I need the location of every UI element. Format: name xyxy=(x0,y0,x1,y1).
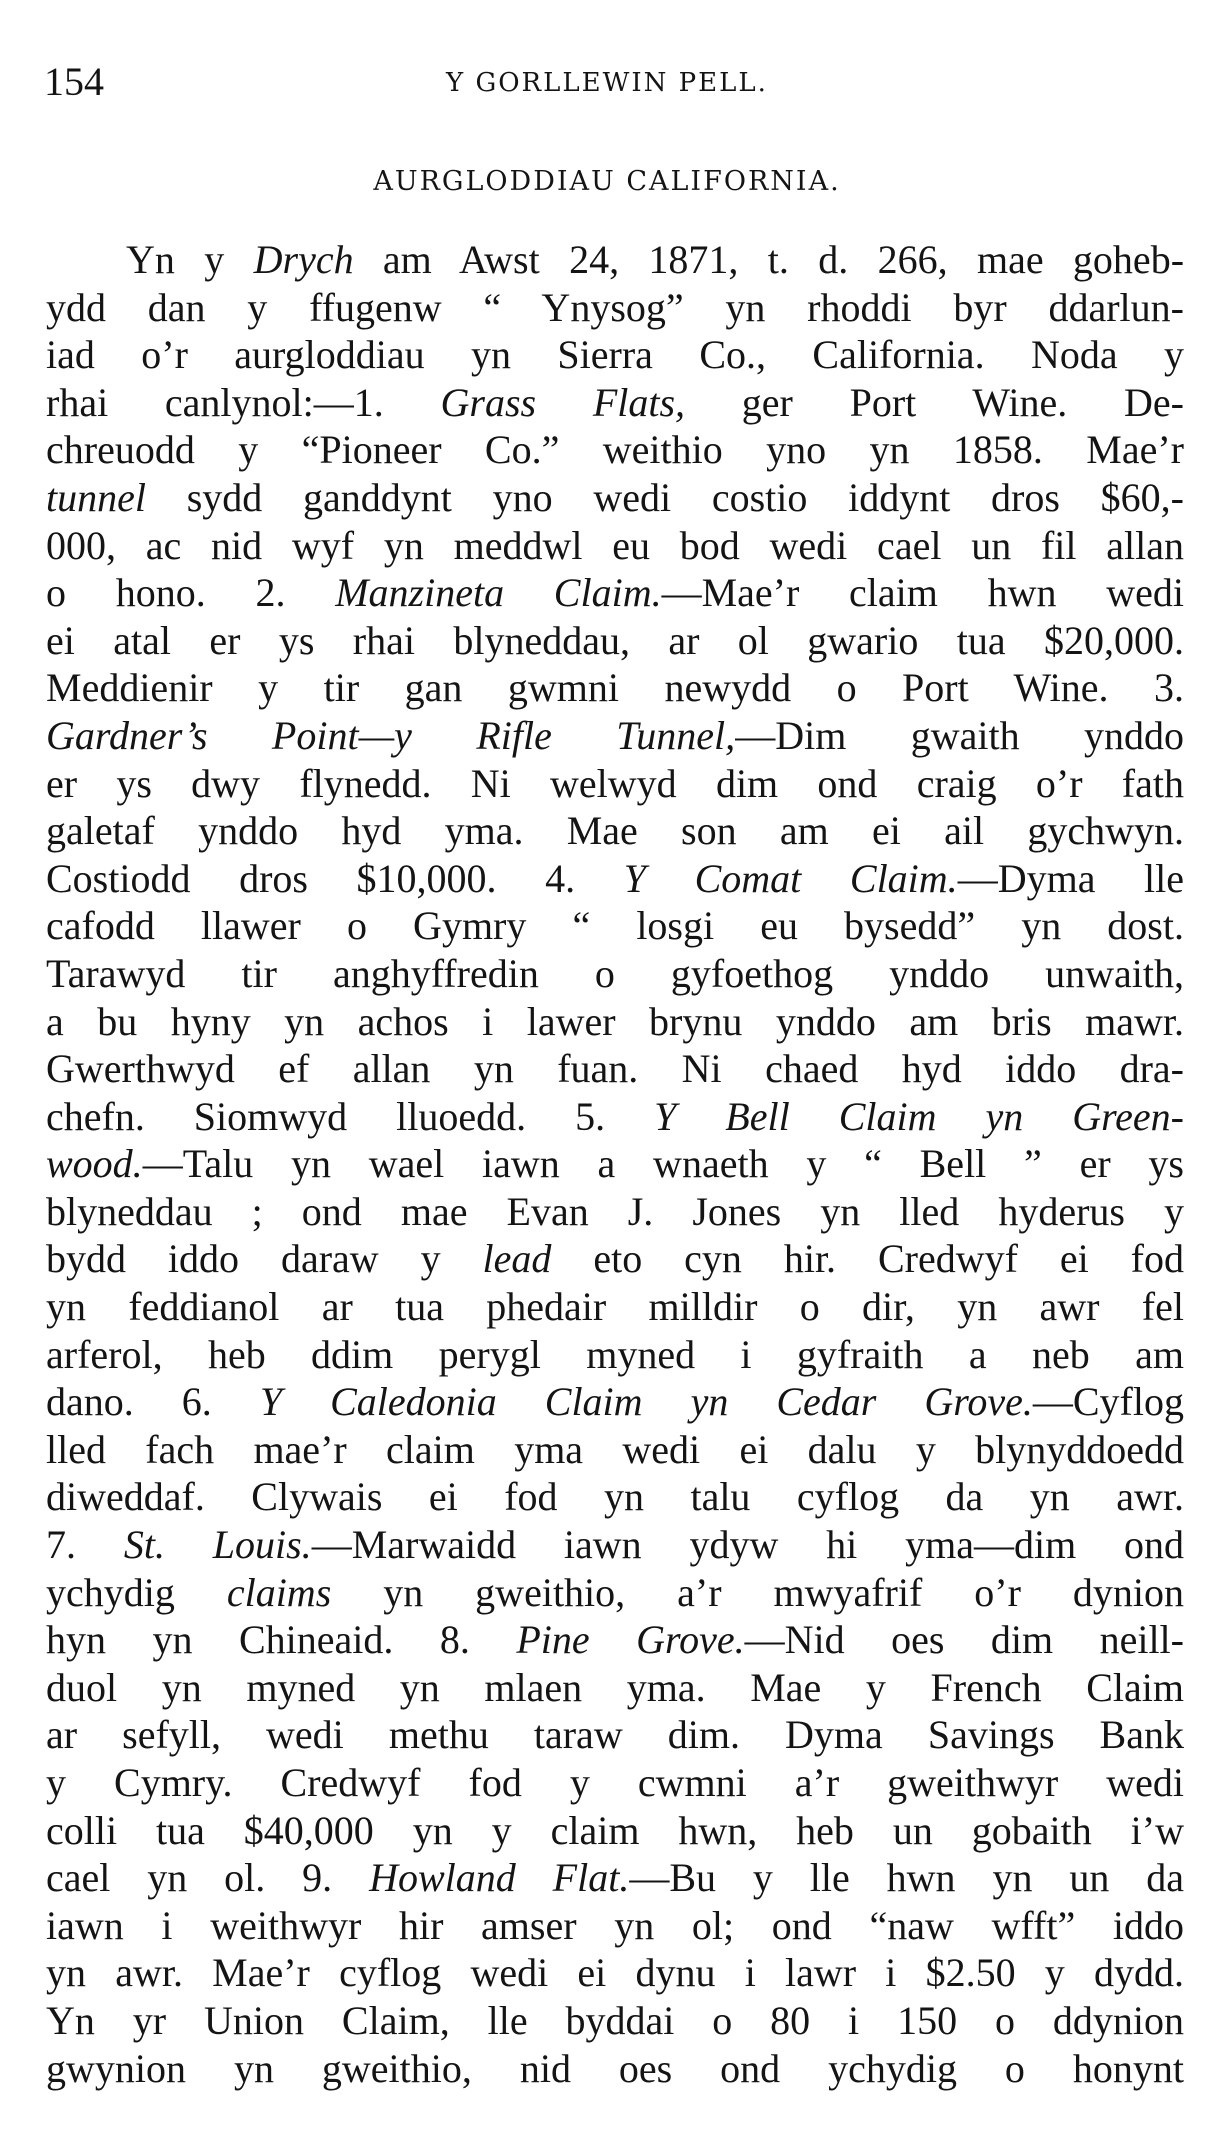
text-line xyxy=(46,712,1184,760)
text-line xyxy=(46,1807,1184,1855)
text-segment: ar sefyll, wedi methu taraw dim. Dyma Savings Bank xyxy=(46,1712,1184,1758)
text-segment: 000, ac nid wyf yn meddwl eu bod wedi cael un fil allan xyxy=(46,522,1184,568)
text-segment: iad o’r aurgloddiau yn Sierra Co., California. Noda y xyxy=(46,332,1184,378)
text-segment: yn gweithio, a’r mwyafrif o’r dynion xyxy=(331,1569,1184,1615)
section-title: AURGLODDIAU CALIFORNIA. xyxy=(373,166,841,197)
text-segment: chreuodd y “Pioneer Co.” weithio yno yn 1858. Mae’r xyxy=(46,427,1184,473)
text-line xyxy=(46,998,1184,1046)
text-segment: bydd iddo daraw y xyxy=(46,1236,483,1282)
text-segment: chefn. Siomwyd lluoedd. 5. xyxy=(46,1093,655,1139)
text-line xyxy=(46,426,1184,474)
running-head: Y GORLLEWIN PELL. xyxy=(446,68,768,98)
text-segment: Gwerthwyd ef allan yn fuan. Ni chaed hyd iddo dra- xyxy=(46,1046,1184,1092)
text-segment: cafodd llawer o Gymry “ losgi eu bysedd” yn dost. xyxy=(46,903,1184,949)
text-segment: diweddaf. Clywais ei fod yn talu cyflog da yn awr. xyxy=(46,1474,1184,1520)
text-segment: iawn i weithwyr hir amser yn ol; ond “naw wfft” iddo xyxy=(46,1902,1184,1948)
text-segment: am Awst 24, 1871, t. d. 266, mae goheb- xyxy=(353,237,1185,282)
italic-text: Gardner’s Point—y Rifle Tunnel, xyxy=(46,712,736,758)
text-segment: Yn y xyxy=(126,237,254,282)
italic-text: Y Bell Claim yn Green- xyxy=(654,1093,1184,1139)
text-line xyxy=(46,379,1184,427)
text-line xyxy=(46,902,1184,950)
text-segment: Meddienir y tir gan gwmni newydd o Port Wine. 3. xyxy=(46,665,1184,711)
text-segment: 7. xyxy=(46,1522,124,1568)
text-line xyxy=(46,236,1184,284)
text-segment: cael yn ol. 9. xyxy=(46,1855,370,1901)
text-line xyxy=(46,1093,1184,1141)
text-line xyxy=(46,1235,1184,1283)
text-line xyxy=(46,1616,1184,1664)
text-line xyxy=(46,569,1184,617)
text-segment: —Mae’r claim hwn wedi xyxy=(661,570,1185,616)
text-segment: eto cyn hir. Credwyf ei fod xyxy=(551,1236,1184,1282)
text-segment: a bu hyny yn achos i lawer brynu ynddo am bris mawr. xyxy=(46,998,1184,1044)
text-line xyxy=(46,474,1184,522)
text-segment: hyn yn Chineaid. 8. xyxy=(46,1617,517,1663)
text-line xyxy=(46,1331,1184,1379)
text-line xyxy=(46,522,1184,570)
text-line xyxy=(46,760,1184,808)
italic-text: Drych xyxy=(253,237,354,282)
text-line xyxy=(46,1854,1184,1902)
text-line xyxy=(46,284,1184,332)
text-segment: er ys dwy flynedd. Ni welwyd dim ond craig o’r fath xyxy=(46,760,1184,806)
text-segment: —Talu yn wael iawn a wnaeth y “ Bell ” er ys xyxy=(142,1141,1184,1187)
text-line xyxy=(46,1521,1184,1569)
text-segment: —Bu y lle hwn yn un da xyxy=(629,1855,1184,1901)
text-segment: ei atal er ys rhai blyneddau, ar ol gwario tua $20,000. xyxy=(46,617,1184,663)
text-segment: —Marwaidd iawn ydyw hi yma—dim ond xyxy=(311,1522,1185,1568)
text-line xyxy=(46,1045,1184,1093)
text-segment: o hono. 2. xyxy=(46,570,336,616)
italic-text: Pine Grove. xyxy=(516,1617,745,1663)
page-number: 154 xyxy=(44,59,104,104)
text-line xyxy=(46,1569,1184,1617)
text-segment: Costiodd dros $10,000. 4. xyxy=(46,855,624,901)
text-line xyxy=(46,664,1184,712)
text-segment: —Cyflog xyxy=(1032,1379,1184,1425)
italic-text: Howland Flat. xyxy=(369,1855,630,1901)
text-segment: colli tua $40,000 yn y claim hwn, heb un gobaith i’w xyxy=(46,1807,1184,1853)
text-line xyxy=(46,1949,1184,1997)
italic-text: wood. xyxy=(46,1141,143,1187)
text-line xyxy=(46,2045,1184,2093)
text-segment: blyneddau ; ond mae Evan J. Jones yn lled hyderus y xyxy=(46,1188,1184,1234)
text-segment: galetaf ynddo hyd yma. Mae son am ei ail gychwyn. xyxy=(46,808,1184,854)
text-segment: ychydig xyxy=(46,1569,227,1615)
italic-text: tunnel xyxy=(46,474,146,520)
text-line xyxy=(46,1140,1184,1188)
text-line xyxy=(46,1711,1184,1759)
italic-text: St. Louis. xyxy=(123,1522,312,1568)
text-segment: Yn yr Union Claim, lle byddai o 80 i 150 o ddynion xyxy=(46,1997,1184,2043)
italic-text: Y Comat Claim. xyxy=(623,855,958,901)
text-segment: sydd ganddynt yno wedi costio iddynt dros $60,- xyxy=(145,474,1184,520)
italic-text: Grass Flats, xyxy=(440,379,686,425)
text-segment: arferol, heb ddim perygl myned i gyfraith a neb am xyxy=(46,1331,1184,1377)
text-segment: duol yn myned yn mlaen yma. Mae y French Claim xyxy=(46,1664,1184,1710)
text-segment: —Dim gwaith ynddo xyxy=(735,712,1185,758)
text-line xyxy=(46,1997,1184,2045)
text-segment: yn awr. Mae’r cyflog wedi ei dynu i lawr i $2.50 y dydd. xyxy=(46,1950,1184,1996)
text-line xyxy=(46,1378,1184,1426)
text-line xyxy=(46,1902,1184,1950)
text-line xyxy=(46,855,1184,903)
text-segment: rhai canlynol:—1. xyxy=(46,379,441,425)
italic-text: Manzineta Claim. xyxy=(335,570,662,616)
text-segment: ydd dan y ffugenw “ Ynysog” yn rhoddi byr ddarlun- xyxy=(46,284,1184,330)
text-line xyxy=(46,1283,1184,1331)
italic-text: Y Caledonia Claim yn Cedar Grove. xyxy=(259,1379,1033,1425)
text-line xyxy=(46,1759,1184,1807)
text-line xyxy=(46,1426,1184,1474)
text-line xyxy=(46,617,1184,665)
text-segment: ger Port Wine. De- xyxy=(685,379,1184,425)
italic-text: lead xyxy=(482,1236,552,1282)
text-line xyxy=(46,331,1184,379)
text-line xyxy=(46,1473,1184,1521)
text-line xyxy=(46,807,1184,855)
text-segment: —Nid oes dim neill- xyxy=(744,1617,1184,1663)
text-segment: gwynion yn gweithio, nid oes ond ychydig o honynt xyxy=(46,2045,1184,2091)
italic-text: claims xyxy=(226,1569,332,1615)
text-segment: lled fach mae’r claim yma wedi ei dalu y blynyddoedd xyxy=(46,1426,1184,1472)
text-line xyxy=(46,950,1184,998)
page-header xyxy=(44,58,1170,108)
text-segment: yn feddianol ar tua phedair milldir o dir, yn awr fel xyxy=(46,1284,1184,1330)
text-segment: dano. 6. xyxy=(46,1379,260,1425)
body-text xyxy=(46,236,1184,2092)
text-segment: y Cymry. Credwyf fod y cwmni a’r gweithwyr wedi xyxy=(46,1760,1184,1805)
text-line xyxy=(46,1664,1184,1712)
text-line xyxy=(46,1188,1184,1236)
text-segment: Tarawyd tir anghyffredin o gyfoethog ynddo unwaith, xyxy=(46,950,1184,996)
text-segment: —Dyma lle xyxy=(957,855,1185,901)
